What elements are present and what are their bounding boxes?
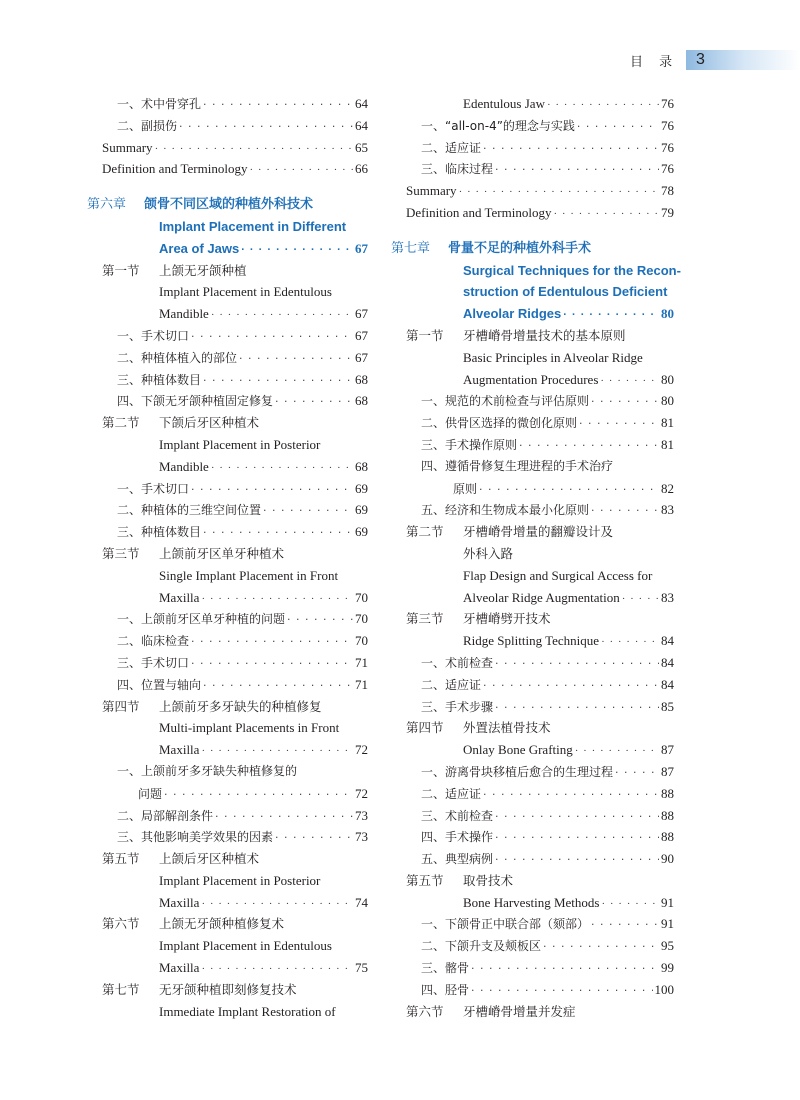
section-heading[interactable]: 第七节 无牙颌种植即刻修复技术 xyxy=(102,981,297,997)
section-english-title: Implant Placement in Posterior xyxy=(159,872,321,888)
toc-entry[interactable]: 三、髂骨 · · · 99 xyxy=(406,957,674,979)
toc-right-column xyxy=(391,93,681,1022)
toc-entry[interactable]: 问题 · · · 72 xyxy=(102,783,368,805)
toc-entry[interactable]: 五、经济和生物成本最小化原则 · · · 83 xyxy=(406,499,674,521)
section-heading[interactable]: 第一节 上颌无牙颌种植 xyxy=(102,262,247,278)
header-section-label: 目 录 xyxy=(630,55,679,70)
toc-entry[interactable]: 二、局部解剖条件 · · · 73 xyxy=(102,805,368,827)
section-english-title[interactable]: Mandible · · · 67 xyxy=(102,303,368,325)
toc-entry[interactable]: 原则 · · · 82 xyxy=(406,478,674,500)
toc-entry[interactable]: 二、下颌升支及颊板区 · · · 95 xyxy=(406,935,674,957)
chapter-english-title: struction of Edentulous Deficient xyxy=(463,284,668,300)
toc-entry[interactable]: 五、典型病例 · · · 90 xyxy=(406,848,674,870)
chapter-heading[interactable]: 第七章 骨量不足的种植外科手术 xyxy=(391,240,592,256)
toc-entry[interactable]: 二、适应证 · · · 84 xyxy=(406,674,674,696)
toc-entry[interactable]: 三、手术步骤 · · · 85 xyxy=(406,696,674,718)
section-heading[interactable]: 第一节 牙槽嵴骨增量技术的基本原则 xyxy=(406,327,626,343)
section-english-title[interactable]: Mandible · · · 68 xyxy=(102,456,368,478)
section-english-title: Implant Placement in Posterior xyxy=(159,436,321,452)
chapter-english-title[interactable]: Alveolar Ridges · · · 80 xyxy=(406,303,674,325)
toc-entry[interactable]: 四、手术操作 · · · 88 xyxy=(406,826,674,848)
toc-entry[interactable]: 一、术中骨穿孔 · · · 64 xyxy=(102,93,368,115)
section-english-title[interactable]: Onlay Bone Grafting · · · 87 xyxy=(406,739,674,761)
section-heading[interactable]: 第五节 上颌后牙区种植术 xyxy=(102,851,260,867)
toc-entry[interactable]: 三、其他影响美学效果的因素 · · · 73 xyxy=(102,826,368,848)
toc-entry[interactable]: 一、上颌前牙区单牙种植的问题 · · · 70 xyxy=(102,608,368,630)
toc-entry[interactable]: 二、临床检查 · · · 70 xyxy=(102,630,368,652)
section-english-title: Basic Principles in Alveolar Ridge xyxy=(463,349,643,365)
section-heading[interactable]: 第四节 外置法植骨技术 xyxy=(406,720,551,736)
section-heading[interactable]: 第三节 牙槽嵴劈开技术 xyxy=(406,611,551,627)
section-heading[interactable]: 第五节 取骨技术 xyxy=(406,872,514,888)
section-heading-continued: 外科入路 xyxy=(463,545,514,561)
toc-entry[interactable]: 四、胫骨 · · · 100 xyxy=(406,979,674,1001)
toc-entry[interactable]: 三、种植体数目 · · · 69 xyxy=(102,521,368,543)
section-heading[interactable]: 第二节 下颌后牙区种植术 xyxy=(102,415,260,431)
toc-left-column xyxy=(87,93,368,1022)
toc-entry[interactable]: 二、种植体植入的部位 · · · 67 xyxy=(102,347,368,369)
toc-entry[interactable]: 一、游离骨块移植后愈合的生理过程 · · · 87 xyxy=(406,761,674,783)
section-heading[interactable]: 第六节 上颌无牙颌种植修复术 xyxy=(102,916,285,932)
toc-entry[interactable]: Definition and Terminology · · · 79 xyxy=(406,202,674,224)
section-english-title[interactable]: Maxilla · · · 74 xyxy=(102,892,368,914)
section-heading[interactable]: 第四节 上颌前牙多牙缺失的种植修复 xyxy=(102,698,322,714)
toc-entry: 四、遵循骨修复生理进程的手术治疗 xyxy=(421,458,614,473)
section-english-title: Single Implant Placement in Front xyxy=(159,567,339,583)
section-english-title[interactable]: Ridge Splitting Technique · · · 84 xyxy=(406,630,674,652)
header-page-number: 3 xyxy=(686,50,800,70)
toc-entry[interactable]: 一、规范的术前检查与评估原则 · · · 80 xyxy=(406,390,674,412)
section-english-title: Implant Placement in Edentulous xyxy=(159,284,332,300)
toc-entry[interactable]: 一、手术切口 · · · 67 xyxy=(102,325,368,347)
toc-entry[interactable]: 四、下颌无牙颌种植固定修复 · · · 68 xyxy=(102,390,368,412)
section-english-title[interactable]: Edentulous Jaw · · · 76 xyxy=(406,93,674,115)
toc-entry[interactable]: 一、术前检查 · · · 84 xyxy=(406,652,674,674)
toc-entry[interactable]: Definition and Terminology · · · 66 xyxy=(102,158,368,180)
section-english-title: Multi-implant Placements in Front xyxy=(159,720,340,736)
section-english-title: Immediate Implant Restoration of xyxy=(159,1003,336,1019)
section-heading[interactable]: 第二节 牙槽嵴骨增量的翻瓣设计及 xyxy=(406,524,614,540)
section-english-title[interactable]: Bone Harvesting Methods · · · 91 xyxy=(406,892,674,914)
toc-entry[interactable]: 一、下颌骨正中联合部（颏部） · · · 91 xyxy=(406,913,674,935)
toc-entry[interactable]: 二、副损伤 · · · 64 xyxy=(102,115,368,137)
chapter-english-title: Implant Placement in Different xyxy=(159,218,347,234)
toc-entry[interactable]: 四、位置与轴向 · · · 71 xyxy=(102,674,368,696)
toc-entry: 一、上颌前牙多牙缺失种植修复的 xyxy=(117,763,298,778)
chapter-english-title: Surgical Techniques for the Recon- xyxy=(463,262,681,278)
toc-entry[interactable]: 三、种植体数目 · · · 68 xyxy=(102,369,368,391)
section-heading[interactable]: 第六节 牙槽嵴骨增量并发症 xyxy=(406,1003,576,1019)
toc-entry[interactable]: Summary · · · 65 xyxy=(102,137,368,159)
toc-entry[interactable]: 二、种植体的三维空间位置 · · · 69 xyxy=(102,499,368,521)
toc-entry[interactable]: 三、术前检查 · · · 88 xyxy=(406,805,674,827)
toc-entry[interactable]: 三、手术操作原则 · · · 81 xyxy=(406,434,674,456)
section-english-title: Implant Placement in Edentulous xyxy=(159,938,332,954)
toc-entry[interactable]: 二、供骨区选择的微创化原则 · · · 81 xyxy=(406,412,674,434)
section-english-title[interactable]: Maxilla · · · 75 xyxy=(102,957,368,979)
section-english-title[interactable]: Alveolar Ridge Augmentation · · · 83 xyxy=(406,587,674,609)
toc-entry[interactable]: 三、临床过程 · · · 76 xyxy=(406,158,674,180)
toc-entry[interactable]: 一、手术切口 · · · 69 xyxy=(102,478,368,500)
toc-entry[interactable]: 一、“all-on-4”的理念与实践 · · · 76 xyxy=(406,115,674,137)
section-english-title[interactable]: Augmentation Procedures · · · 80 xyxy=(406,369,674,391)
section-heading[interactable]: 第三节 上颌前牙区单牙种植术 xyxy=(102,545,285,561)
section-english-title[interactable]: Maxilla · · · 70 xyxy=(102,587,368,609)
section-english-title[interactable]: Maxilla · · · 72 xyxy=(102,739,368,761)
toc-entry[interactable]: 二、适应证 · · · 76 xyxy=(406,137,674,159)
toc-entry[interactable]: Summary · · · 78 xyxy=(406,180,674,202)
chapter-english-title[interactable]: Area of Jaws · · · 67 xyxy=(102,238,368,260)
toc-entry[interactable]: 三、手术切口 · · · 71 xyxy=(102,652,368,674)
chapter-heading[interactable]: 第六章 颌骨不同区域的种植外科技术 xyxy=(87,197,314,213)
section-english-title: Flap Design and Surgical Access for xyxy=(463,567,653,583)
toc-entry[interactable]: 二、适应证 · · · 88 xyxy=(406,783,674,805)
